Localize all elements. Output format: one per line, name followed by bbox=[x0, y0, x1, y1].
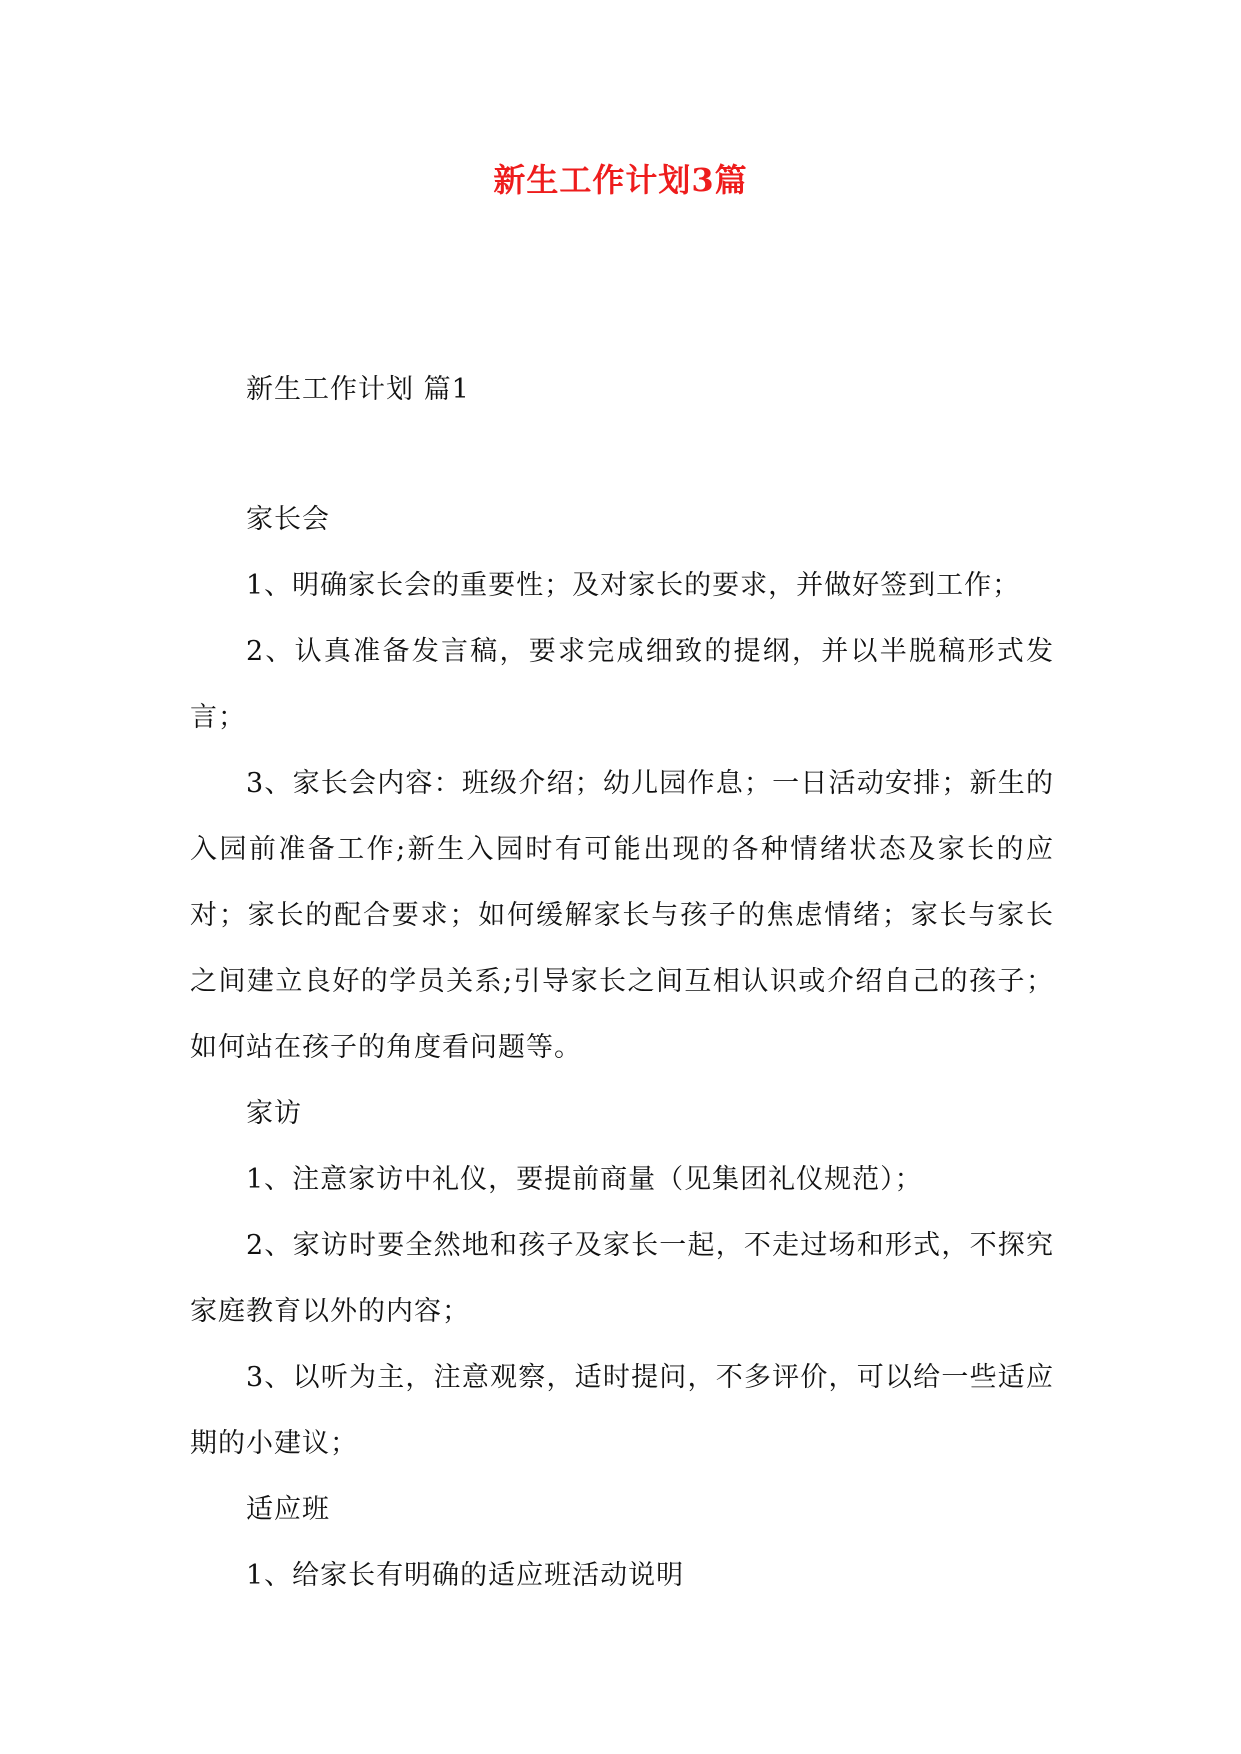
document-body bbox=[190, 357, 1054, 1609]
paragraph: 1、给家长有明确的适应班活动说明 bbox=[246, 1560, 685, 1591]
spacer bbox=[190, 423, 1054, 487]
paragraph: 家访 bbox=[246, 1098, 302, 1129]
paragraph: 3、家长会内容：班级介绍；幼儿园作息；一日活动安排；新生的入园前准备工作;新生入园时有可能出现的各种情绪状态及家长的应对；家长的配合要求；如何缓解家长与孩子的焦虑情绪；家长与家长之间建立良好的学员关系;引导家长之间互相认识或介绍自己的孩子；如何站在孩子的角度看问题等。 bbox=[190, 768, 1054, 1063]
paragraph: 2、家访时要全然地和孩子及家长一起，不走过场和形式，不探究家庭教育以外的内容； bbox=[190, 1230, 1054, 1327]
document-title: 新生工作计划3篇 bbox=[493, 161, 748, 199]
paragraph: 3、以听为主，注意观察，适时提问，不多评价，可以给一些适应期的小建议； bbox=[190, 1362, 1054, 1459]
paragraph: 适应班 bbox=[246, 1494, 330, 1525]
section-subtitle: 新生工作计划 篇1 bbox=[246, 374, 470, 405]
paragraph: 2、认真准备发言稿，要求完成细致的提纲，并以半脱稿形式发言； bbox=[190, 636, 1054, 733]
paragraph: 1、明确家长会的重要性；及对家长的要求，并做好签到工作； bbox=[246, 570, 1021, 601]
paragraph: 家长会 bbox=[246, 504, 330, 535]
paragraph: 1、注意家访中礼仪，要提前商量（见集团礼仪规范）； bbox=[246, 1164, 923, 1195]
